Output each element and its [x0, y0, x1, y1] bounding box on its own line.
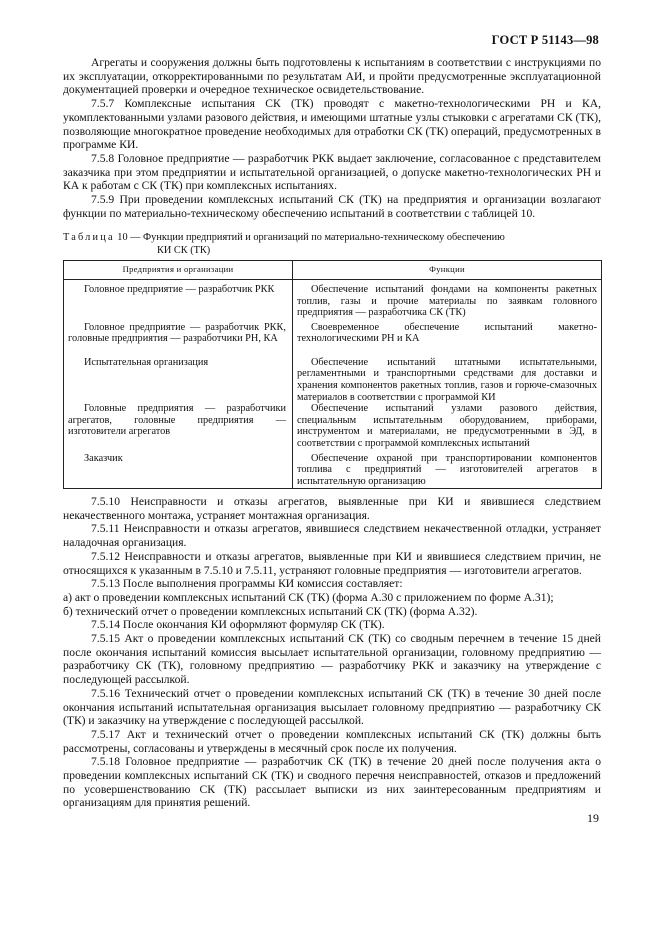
- function-cell: Обеспечение испытаний узлами разового действия, специальным испытательным оборудованием, приборами, инструментом и материалами, не предусмотренными в ЭД, в соответствии с программой комплексных испытаний: [293, 403, 602, 449]
- function-cell: Обеспечение испытаний фондами на компоненты ракетных топлив, газы и прочие материалы по заявкам головного предприятия — разработчика СК (ТК): [293, 280, 602, 319]
- paragraph: 7.5.11 Неисправности и отказы агрегатов, явившиеся следствием некачественной отладки, устраняет наладочная организация.: [63, 522, 601, 550]
- organization-cell: Головное предприятие — разработчик РКК: [84, 284, 275, 295]
- function-cell: Обеспечение охраной при транспортировании компонентов топлива с предприятий — изготовителей агрегатов в испытательную организацию: [293, 450, 602, 489]
- document-header: ГОСТ Р 51143—98: [491, 33, 599, 47]
- paragraph: 7.5.15 Акт о проведении комплексных испытаний СК (ТК) со сводным перечнем в течение 15 дней после окончания испытаний комиссия высылает испытательной организации, головному предприятию — разработчику СК (ТК), головному предприятию — разработчику РКК и заказчику на утверждение с последующей рассылкой.: [63, 632, 601, 687]
- paragraph: 7.5.9 При проведении комплексных испытаний СК (ТК) на предприятия и организации возлагают функции по материально-техническому обеспечению испытаний в соответствии с таблицей 10.: [63, 193, 601, 220]
- table-row: [64, 280, 602, 319]
- table-caption-text: 10 — Функции предприятий и организаций по материально-техническому обеспечению: [117, 232, 505, 243]
- functions-table: [63, 260, 602, 489]
- organization-cell: Заказчик: [84, 452, 123, 464]
- list-item: а) акт о проведении комплексных испытаний СК (ТК) (форма А.30 с приложением по форме А.31);: [63, 590, 554, 604]
- function-cell: Своевременное обеспечение испытаний макетно-технологическими РН и КА: [293, 319, 602, 354]
- table-caption: [63, 232, 601, 257]
- table-caption-label: Таблица: [63, 232, 115, 243]
- paragraph: 7.5.16 Технический отчет о проведении комплексных испытаний СК (ТК) в течение 30 дней после окончания испытаний испытательная организация высылает головному предприятию — разработчику СК (ТК) и заказчику на утверждение с последующей рассылкой.: [63, 686, 601, 728]
- organization-cell: Головные предприятия — разработчики агрегатов, головные предприятия — изготовители агрегатов: [68, 403, 286, 438]
- table-row: [64, 319, 602, 354]
- table-caption-line2: КИ СК (ТК): [157, 244, 211, 256]
- paragraph: 7.5.10 Неисправности и отказы агрегатов, выявленные при КИ и явившиеся следствием некачественного монтажа, устраняет монтажная организация.: [63, 495, 601, 522]
- organization-cell: Головное предприятие — разработчик РКК, головные предприятия — разработчики РН, КА: [68, 321, 286, 345]
- intro-text: [63, 56, 601, 220]
- paragraph: 7.5.17 Акт и технический отчет о проведении комплексных испытаний СК (ТК) должны быть рассмотрены, согласованы и утверждены в месячный срок после их получения.: [63, 727, 601, 755]
- table-row: [64, 403, 602, 449]
- function-cell: Обеспечение испытаний штатными испытательными, регламентными и транспортными средствами для доставки и хранения компонентов ракетных топлив, газов и горюче-смазочных материалов в соответствии с программой КИ: [293, 354, 602, 403]
- body-text: [63, 495, 601, 810]
- page-number: 19: [587, 811, 599, 825]
- paragraph: 7.5.8 Головное предприятие — разработчик РКК выдает заключение, согласованное с представителем заказчика при этом предприятии и испытательной организацией, о допуске макетно-технологических РН и КА к работам с СК (ТК) при комплексных испытаниях.: [63, 151, 601, 193]
- paragraph: 7.5.13 После выполнения программы КИ комиссия составляет:: [91, 577, 403, 591]
- column-header: Предприятия и организации: [64, 261, 293, 280]
- table-header-row: [64, 261, 602, 280]
- organization-cell: Испытательная организация: [84, 356, 209, 368]
- column-header: Функции: [293, 261, 602, 280]
- list-item: б) технический отчет о проведении комплексных испытаний СК (ТК) (форма А.32).: [63, 604, 478, 618]
- table-row: [64, 354, 602, 403]
- paragraph: 7.5.12 Неисправности и отказы агрегатов, выявленные при КИ и явившиеся следствием причин, не относящихся к указанным в 7.5.10 и 7.5.11, устраняют головные предприятия — изготовители агрегатов.: [63, 549, 601, 577]
- paragraph: 7.5.18 Головное предприятие — разработчик СК (ТК) в течение 20 дней после получения акта о проведении комплексных испытаний СК (ТК) и сводного перечня неисправностей, отказов и предложений по усовершенствованию СК (ТК) рассылает выписки из них заинтересованным предприятиям и организациям для принятия решений.: [63, 755, 601, 810]
- table-row: [64, 450, 602, 489]
- paragraph: Агрегаты и сооружения должны быть подготовлены к испытаниям в соответствии с инструкциями по их эксплуатации, откорректированными по результатам АИ, и пройти предусмотренные эксплуатационной документацией проверки и очередное техническое освидетельствование.: [63, 56, 601, 97]
- paragraph: 7.5.14 После окончания КИ оформляют формуляр СК (ТК).: [91, 618, 385, 632]
- paragraph: 7.5.7 Комплексные испытания СК (ТК) проводят с макетно-технологическими РН и КА, укомплектованными узлами разового действия, и имеющими штатные узлы стыковки с агрегатами СК (ТК), позволяющие многократное проведение необходимых для отработки СК (ТК) операций, предусмотренных в программе КИ.: [63, 97, 601, 152]
